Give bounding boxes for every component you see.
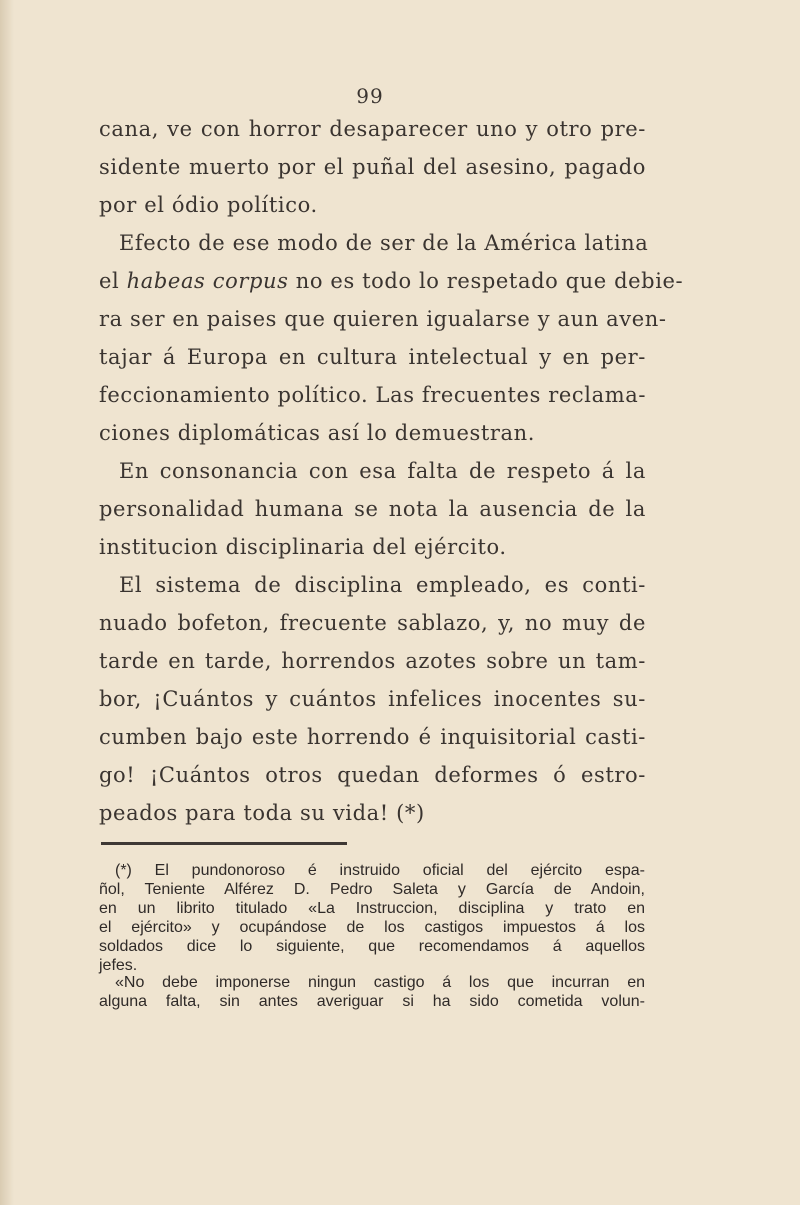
body-line: Efecto de ese modo de ser de la América latina <box>119 231 649 255</box>
body-line: institucion disciplinaria del ejército. <box>99 535 507 559</box>
footnote-line: ñol, Teniente Alférez D. Pedro Saleta y García de Andoin, <box>99 881 645 898</box>
body-line: tajar á Europa en cultura intelectual y en per- <box>99 345 646 369</box>
body-line: En consonancia con esa falta de respeto á la <box>119 459 646 483</box>
footnote-line: en un librito titulado «La Instruccion, disciplina y trato en <box>99 900 645 917</box>
footnote-line: jefes. <box>99 957 138 974</box>
body-line: cana, ve con horror desaparecer uno y otro pre- <box>99 117 646 141</box>
footnote-divider <box>101 842 347 845</box>
body-line: bor, ¡Cuántos y cuántos infelices inocentes su- <box>99 687 646 711</box>
body-line <box>99 269 684 293</box>
body-line: peados para toda su vida! (*) <box>99 801 425 825</box>
body-line: ra ser en paises que quieren igualarse y aun aven- <box>99 307 667 331</box>
body-line: personalidad humana se nota la ausencia de la <box>99 497 646 521</box>
footnote-line: soldados dice lo siguiente, que recomendamos á aquellos <box>99 938 645 955</box>
page-number: 99 <box>356 84 384 108</box>
footnote-line: «No debe imponerse ningun castigo á los que incurran en <box>115 974 645 991</box>
body-line: nuado bofeton, frecuente sablazo, y, no muy de <box>99 611 646 635</box>
footnote-line: el ejército» y ocupándose de los castigos impuestos á los <box>99 919 645 936</box>
body-line: feccionamiento político. Las frecuentes reclama- <box>99 383 647 407</box>
italic-term: habeas corpus <box>126 269 289 293</box>
body-line: cumben bajo este horrendo é inquisitorial casti- <box>99 725 646 749</box>
footnote-line: (*) El pundonoroso é instruido oficial del ejército espa- <box>115 862 645 879</box>
body-line: por el ódio político. <box>99 193 318 217</box>
body-line: El sistema de disciplina empleado, es conti- <box>119 573 646 597</box>
page-edge-shadow <box>0 0 14 1205</box>
body-line: tarde en tarde, horrendos azotes sobre un tam- <box>99 649 646 673</box>
body-line: go! ¡Cuántos otros quedan deformes ó estro- <box>99 763 646 787</box>
body-line-text: no es todo lo respetado que debie- <box>288 269 684 293</box>
body-line-text: el <box>99 269 127 293</box>
footnote-line: alguna falta, sin antes averiguar si ha sido cometida volun- <box>99 993 645 1010</box>
body-line: sidente muerto por el puñal del asesino, pagado <box>99 155 646 179</box>
body-line: ciones diplomáticas así lo demuestran. <box>99 421 536 445</box>
